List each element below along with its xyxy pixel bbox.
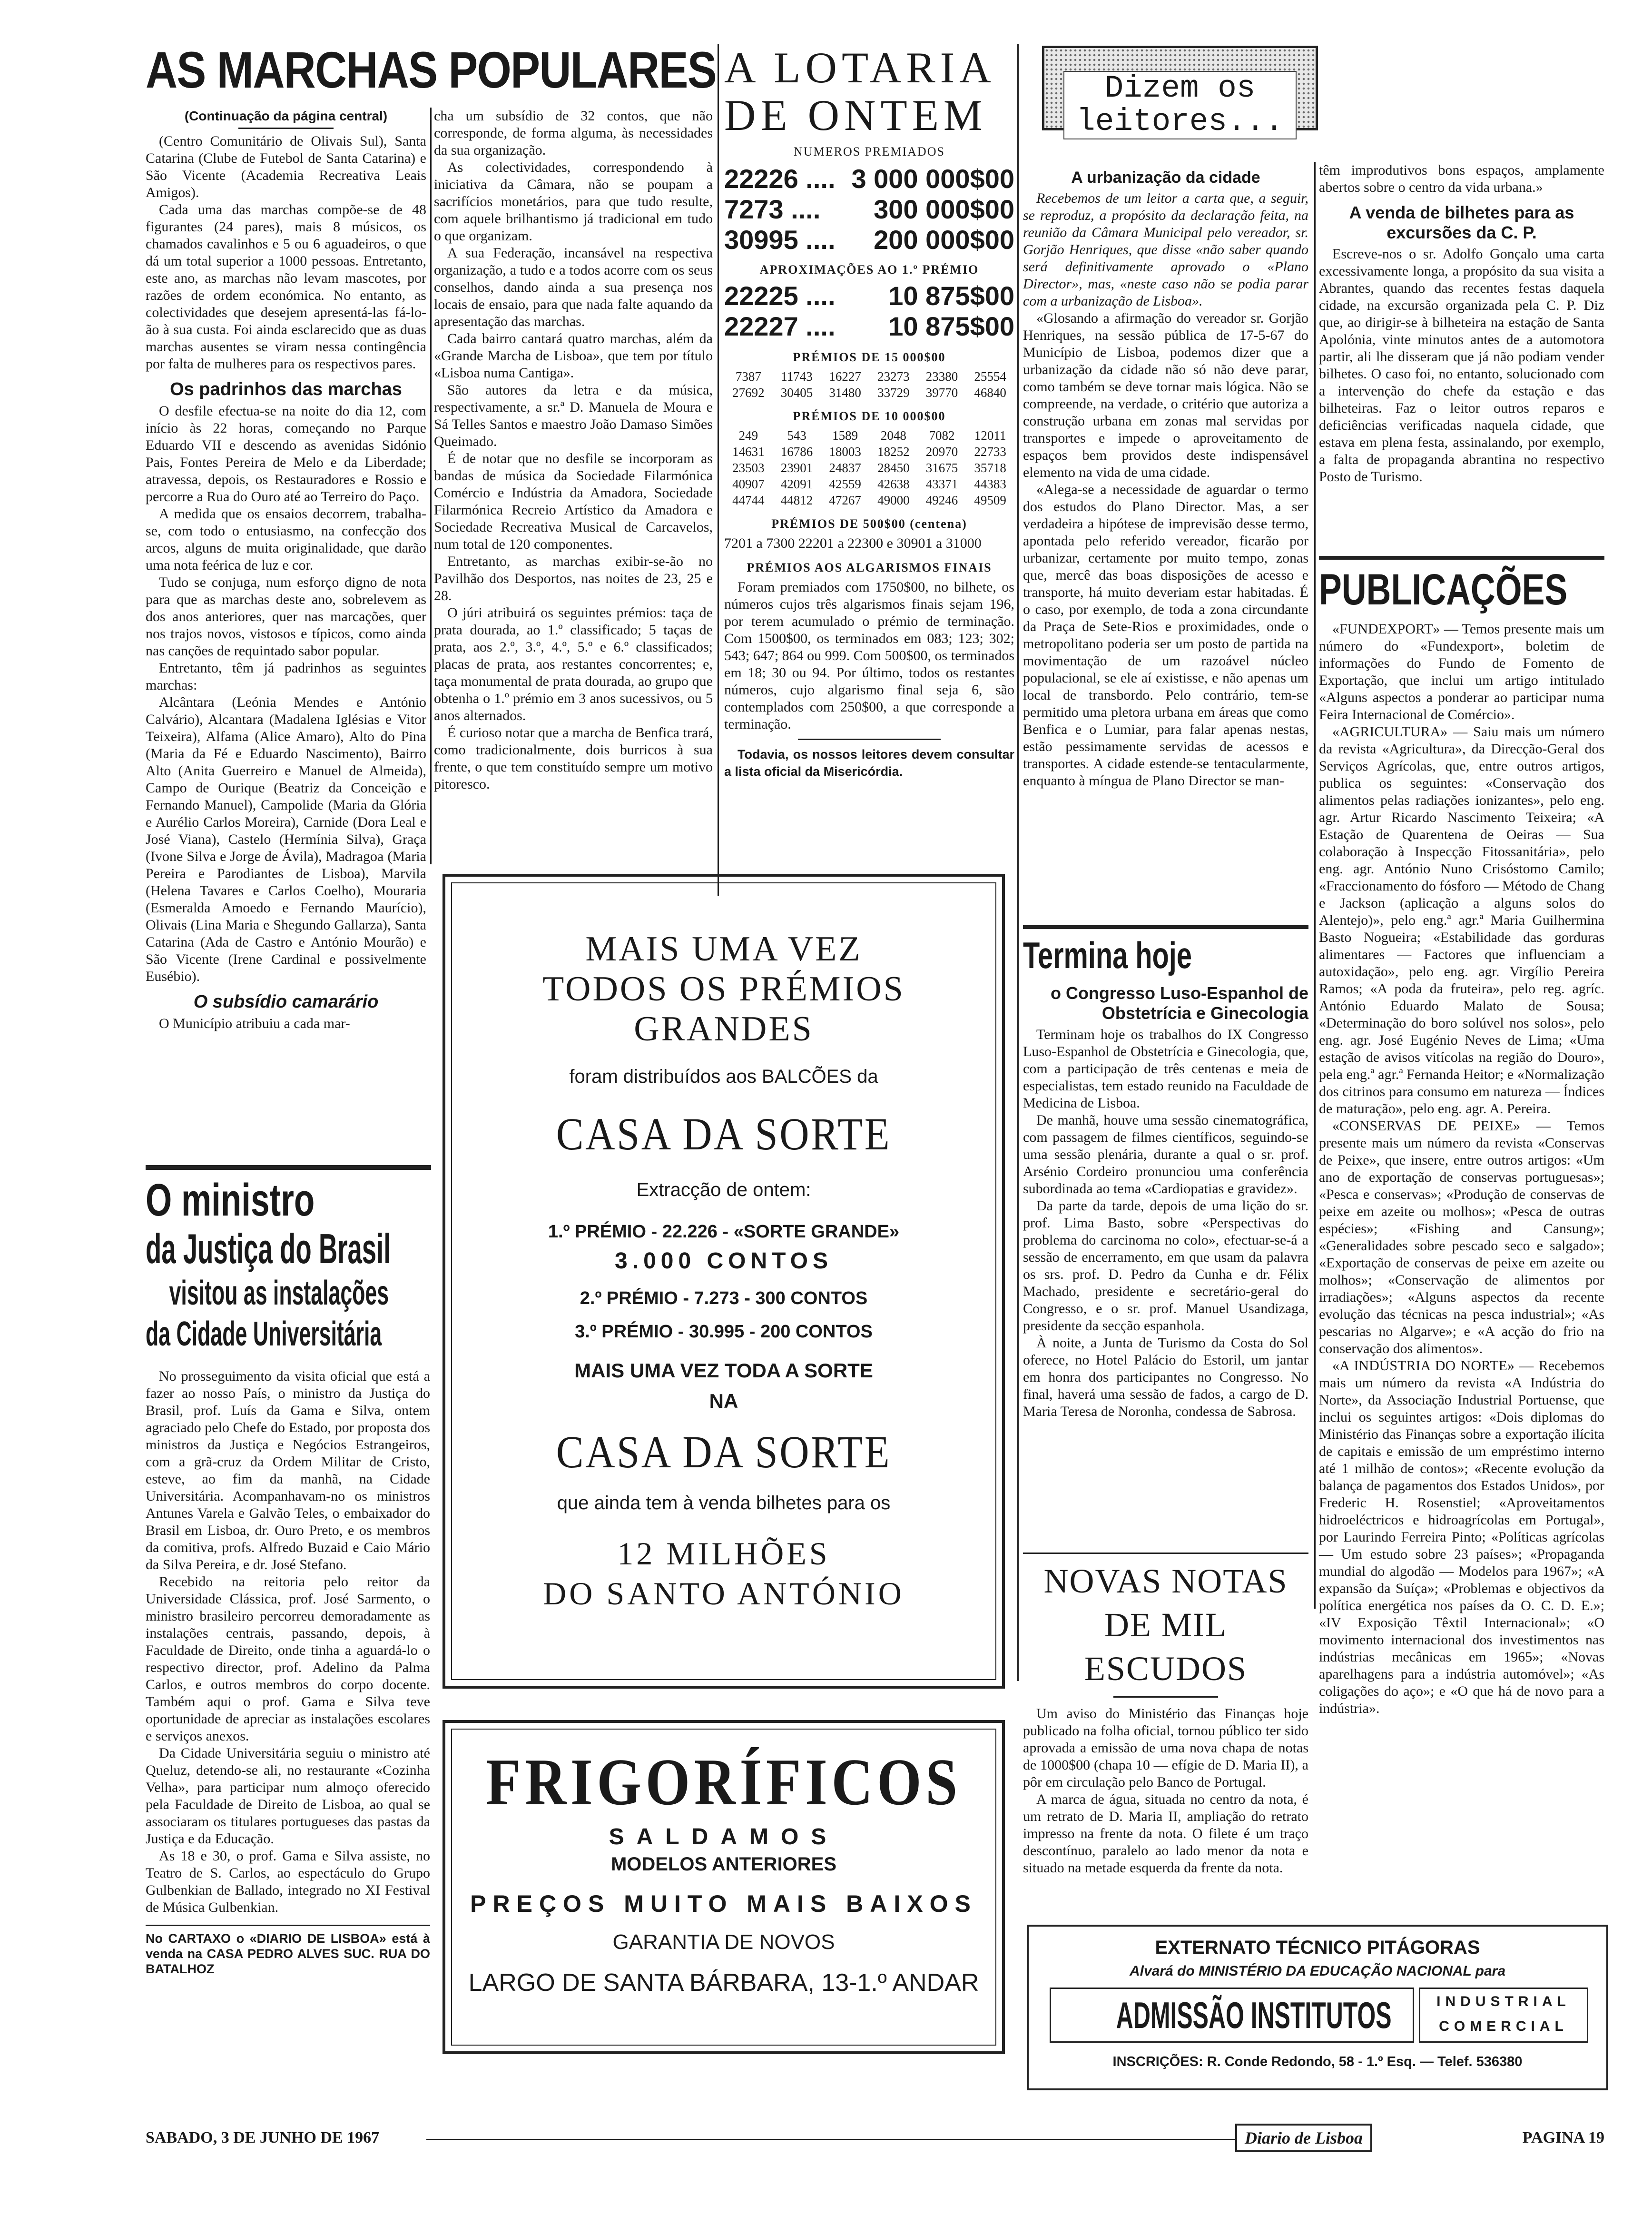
- congresso-p1: Terminam hoje os trabalhos do IX Congresso Luso-Espanhol de Obstetrícia e Ginecologia, que, com a participação de três centenas e meia de especialistas, tem estado reunido na Faculdade de Medicina de Lisboa.: [1023, 1027, 1308, 1111]
- externato-inscricoes: INSCRIÇÕES: R. Conde Redondo, 58 - 1.º Esq. — Telef. 536380: [1112, 2054, 1523, 2069]
- lotaria-aprox-number: 22225 ....: [724, 281, 836, 311]
- lotaria-aprox-number: 22227 ....: [724, 311, 836, 341]
- lotaria-table-15000: [724, 368, 1014, 401]
- lotaria-number-cell: 44383: [974, 477, 1006, 491]
- ministro-p1: No prosseguimento da visita oficial que está a fazer ao nosso País, o ministro da Justiça do Brasil, prof. Luís da Gama e Silva, ontem agraciado pelo Chefe do Estado, por proposta dos ministros da Justiça e Negócios Estrangeiros, com a grã-cruz da Ordem Militar de Cristo, esteve, ao fim da manhã, na Cidade Universitária. Acompanhavam-no os ministros Antunes Varela e Galvão Teles, o embaixador do Brasil em Lisboa, dr. Ouro Preto, e os membros da comitiva, profs. Alfredo Buzaid e Caio Mário da Silva Pereira, e dr. José Stefano.: [146, 1368, 430, 1572]
- divider-ministro-top: [146, 1165, 431, 1170]
- footer-paper: Diario de Lisboa: [1235, 2124, 1372, 2152]
- marchas-continuation: (Continuação da página central): [184, 109, 388, 123]
- lotaria-aprox-row: [724, 311, 1014, 342]
- lotaria-number-cell: 44744: [732, 493, 765, 507]
- publicacoes-title: PUBLICAÇÕES: [1319, 565, 1568, 614]
- marchas-p5: Tudo se conjuga, num esforço digno de nota para que as marchas deste ano, sobrelevem as dos anos anteriores, quer nas marcações, quer nos trajos novos, vistosos e típicos, como ainda nas canções de requintado sabor popular.: [146, 574, 426, 659]
- externato-industrial: INDUSTRIAL: [1436, 1994, 1571, 2009]
- lotaria-prize-value: 300 000$00: [874, 194, 1014, 224]
- lotaria-number-cell: 44812: [780, 493, 813, 507]
- marchas-col1: [146, 108, 426, 1032]
- lotaria-number-cell: 7082: [929, 428, 955, 443]
- leitores-banner: [1042, 46, 1318, 139]
- congresso-title: Termina hoje: [1023, 934, 1192, 976]
- lotaria-h10: PRÉMIOS DE 10 000$00: [793, 409, 946, 423]
- leitores-p2: «Alega-se a necessidade de aguardar o termo dos estudos do Plano Director. Mas, a ser verdadeira a hipótese de imprevisão desse termo, apontada pelo referido vereador, ficarão por urbanizar, certamente por muito tempo, zonas que, mercê das boas disposições de acesso e transporte, há muito deveriam estar habitadas. É o caso, por exemplo, de toda a zona circundante da Praça de Sete-Rios e proximidades, onde o metropolitano poderia ser um posto de partida na movimentação de um razoável núcleo populacional, se ele aí existisse, e não apenas um local de transbordo. Pelo contrário, tem-se permitido uma pletora urbana em áreas que como Benfica e o Lumiar, para falar apenas nestas, estão pessimamente servidas de acessos e transportes. A cidade estende-se tentacularmente, enquanto à míngua de Plano Director se man-: [1023, 482, 1308, 789]
- marchas-c2p7: Entretanto, as marchas exibir-se-ão no Pavilhão dos Desportos, nas noites de 23, 25 e 28.: [434, 554, 713, 603]
- divider-leitores-cols: [1314, 162, 1316, 1609]
- lotaria-number-cell: 543: [787, 428, 806, 443]
- heading-urbanizacao: A urbanização da cidade: [1071, 168, 1260, 187]
- casa-l1: MAIS UMA VEZ: [585, 930, 862, 969]
- congresso-p2: De manhã, houve uma sessão cinematográfica, com passagem de filmes científicos, seguindo-se uma sessão plenária, durante a qual o sr. prof. Arsénio Cordeiro pronunciou uma conferência subordinada ao tema «Cardiopatias e gravidez».: [1023, 1112, 1308, 1197]
- footer-date: SABADO, 3 DE JUNHO DE 1967: [146, 2129, 380, 2146]
- notas-section: [1023, 1559, 1308, 1877]
- divider-publicacoes-top: [1319, 556, 1604, 560]
- externato-admissao-box: [1050, 1988, 1414, 2043]
- notas-p1: Um aviso do Ministério das Finanças hoje publicado na folha oficial, tornou público ter sido aprovada a emissão de uma nova chapa de notas de 1000$00 (chapa 10 — efígie de D. Maria II), a pôr em circulação pelo Banco de Portugal.: [1023, 1706, 1308, 1790]
- divider-notas-top: [1023, 1553, 1308, 1554]
- lotaria-h15: PRÉMIOS DE 15 000$00: [793, 350, 946, 364]
- marchas-c2p8: O júri atribuirá os seguintes prémios: taça de prata dourada, ao 1.º classificado; 5 taças de prata, aos 2.º, 3.º, 4.º, 5.º e 6.º classificados; placas de prata, aos restantes concorrentes; e, taça monumental de prata dourada, ao grupo que obtenha o 1.º prémio em 3 anos sucessivos, ou 5 anos alternados.: [434, 605, 713, 723]
- notas-t1: NOVAS NOTAS: [1043, 1562, 1288, 1600]
- lotaria-prize-number: 22226 ....: [724, 164, 836, 194]
- lotaria-number-cell: 14631: [732, 445, 765, 459]
- lotaria-number-cell: 40907: [732, 477, 765, 491]
- lotaria-number-cell: 23901: [780, 461, 813, 475]
- lotaria-number-cell: 12011: [974, 428, 1006, 443]
- lotaria-number-cell: 49509: [974, 493, 1006, 507]
- lotaria-number-cell: 30405: [780, 386, 813, 400]
- marchas-c2p2: As colectividades, correspondendo à iniciativa da Câmara, não se poupam a sacrifícios monetários, para que tudo resulte, com aquele brilhantismo já tradicional em tudo o que organizam.: [434, 159, 713, 244]
- lotaria-number-cell: 42638: [877, 477, 910, 491]
- lotaria-number-cell: 11743: [781, 369, 813, 384]
- congresso-p3: Da parte da tarde, depois de uma lição do sr. prof. Lima Basto, sobre «Perspectivas do problema do carcinoma no colo», efectuar-se-á a sessão de encerramento, em que usam da palavra os srs. prof. D. Pedro da Cunha e dr. Félix Machado, presidente e secretário-geral do Congresso, e o sr. prof. Manuel Usandizaga, presidente da secção espanhola.: [1023, 1198, 1308, 1334]
- leitores-intro: Recebemos de um leitor a carta que, a seguir, se reproduz, a propósito da declaração feita, na reunião da Câmara Municipal pelo vereador, sr. Gorjão Henriques, que disse «não saber quando será definitivamente aprovado o «Plano Director», mas, «neste caso não se podia parar com a urbanização de Lisboa».: [1023, 190, 1308, 309]
- marchas-p4: A medida que os ensaios decorrem, trabalha-se, com todo o entusiasmo, na confecção dos arcos, alguns de muita originalidade, que darão uma nota feérica de luz e cor.: [146, 506, 426, 573]
- frigo-l3: MODELOS ANTERIORES: [610, 1854, 837, 1875]
- lotaria-aprox-value: 10 875$00: [888, 281, 1014, 311]
- lotaria-number-cell: 33729: [877, 386, 910, 400]
- lotaria-number-cell: 24837: [829, 461, 861, 475]
- lotaria-h500: PRÉMIOS DE 500$00 (centena): [771, 517, 967, 531]
- frigo-l1: FRIGORÍFICOS: [486, 1745, 962, 1819]
- casa-l2: TODOS OS PRÉMIOS: [542, 969, 905, 1009]
- lotaria-prize-row: [724, 225, 1014, 255]
- lotaria-big-prizes: [724, 164, 1014, 255]
- marchas-headline: [146, 41, 716, 99]
- externato-alvara: Alvará do MINISTÉRIO DA EDUCAÇÃO NACIONAL para: [1129, 1963, 1506, 1979]
- lotaria-number-cell: 46840: [974, 386, 1006, 400]
- publicacoes-section: [1319, 564, 1604, 1717]
- casa-l14: que ainda tem à venda bilhetes para os: [557, 1493, 891, 1513]
- lotaria-number-cell: 43371: [925, 477, 958, 491]
- externato-comercial: COMERCIAL: [1439, 2018, 1568, 2034]
- lotaria-hfinais: PRÉMIOS AOS ALGARISMOS FINAIS: [747, 561, 992, 574]
- marchas-p3: O desfile efectua-se na noite do dia 12, com início às 22 horas, começando no Parque Eduardo VII e descendo as avenidas Sidónio Pais, Fontes Pereira de Melo e da Liberdade; atravessa, depois, os Restauradores e Rossio e percorre a Rua do Ouro até ao Terreiro do Paço.: [146, 403, 426, 504]
- lotaria-aprox: APROXIMAÇÕES AO 1.º PRÉMIO: [759, 263, 979, 277]
- footer-page: PAGINA 19: [1516, 2127, 1604, 2148]
- leitores-col1: [1023, 162, 1308, 790]
- lotaria-number-cell: 28450: [877, 461, 910, 475]
- lotaria-number-cell: 42091: [780, 477, 813, 491]
- casa-l12: NA: [709, 1390, 738, 1412]
- congresso-sub: o Congresso Luso-Espanhol de Obstetrícia e Ginecologia: [1050, 983, 1308, 1023]
- lotaria-number-cell: 35718: [974, 461, 1006, 475]
- congresso-section: [1023, 934, 1308, 1420]
- frigorificos-ad: [442, 1720, 1005, 2054]
- lotaria-table-10000: [724, 427, 1014, 508]
- marchas-p2: Cada uma das marchas compõe-se de 48 figurantes (24 pares), mais 8 músicos, os chamados cavalinhos e 5 ou 6 aguadeiros, o que dá um total superior a 1000 pessoas. Entretanto, este ano, as marchas não levam mascotes, por razões de ordem económica. No entanto, as colectividades que desejem apresentá-las fá-lo-ão à sua custa. Foi ainda esclarecido que as duas marchas ausentes se viram nessa contingência por falta de mulheres para os respectivos pares.: [146, 202, 426, 372]
- lotaria-number-cell: 47267: [829, 493, 861, 507]
- divider-congresso-top: [1023, 925, 1308, 929]
- casa-l10: 3.º PRÉMIO - 30.995 - 200 CONTOS: [575, 1322, 873, 1342]
- frigo-l4: PREÇOS MUITO MAIS BAIXOS: [470, 1890, 977, 1917]
- ministro-p3: Da Cidade Universitária seguiu o ministro até Queluz, detendo-se ali, no restaurante «Cozinha Velha», para participar num almoço oferecido pela Faculdade de Direito de Lisboa, ao qual se associaram os titulares portugueses das pastas da Justiça e da Educação.: [146, 1745, 430, 1847]
- lotaria-number-cell: 39770: [925, 386, 958, 400]
- lotaria-number-cell: 16786: [780, 445, 813, 459]
- marchas-c2p3: A sua Federação, incansável na respectiva organização, a tudo e a todos acorre com os seus conselhos, dando ainda a sua presença nos locais de ensaio, para que nada falte aquando da apresentação das marchas.: [434, 245, 713, 329]
- lotaria-number-cell: 18252: [877, 445, 910, 459]
- casa-l4: foram distribuídos aos BALCÕES da: [569, 1066, 878, 1087]
- lotaria-prize-value: 200 000$00: [874, 225, 1014, 255]
- notas-p2: A marca de água, situada no centro da nota, é um retrato de D. Maria II, ampliação do retrato impresso na frente da nota. O filete é um traço descontínuo, paralelo ao lado menor da nota e situado na metade esquerda da frente da nota.: [1023, 1791, 1308, 1876]
- marchas-col2: [434, 108, 713, 793]
- frigo-l2: SALDAMOS: [609, 1824, 839, 1849]
- divider-lotaria-left: [718, 44, 719, 896]
- lotaria-title1: A LOTARIA: [724, 43, 996, 92]
- lotaria-number-cell: 31480: [829, 386, 861, 400]
- lotaria-number-cell: 18003: [829, 445, 861, 459]
- lotaria-prize-value: 3 000 000$00: [851, 164, 1014, 194]
- casa-l9: 2.º PRÉMIO - 7.273 - 300 CONTOS: [580, 1288, 868, 1308]
- casa-l15: 12 MILHÕES: [617, 1535, 830, 1572]
- ministro-l4: da Cidade Universitária: [146, 1315, 382, 1353]
- lotaria-section: [724, 44, 1014, 780]
- casa-da-sorte-ad: [442, 874, 1005, 1689]
- ministro-p4: As 18 e 30, o prof. Gama e Silva assiste, no Teatro de S. Carlos, ao espectáculo do Grupo Gulbenkian de Ballado, integrado no XI Festival de Música Gulbenkian.: [146, 1848, 430, 1915]
- lotaria-prize-row: [724, 194, 1014, 225]
- casa-l13: CASA DA SORTE: [556, 1426, 892, 1477]
- leitores-col2: [1319, 162, 1604, 485]
- divider-leitores: [1017, 44, 1019, 1681]
- casa-l5: CASA DA SORTE: [556, 1108, 892, 1159]
- lotaria-aprox-prizes: [724, 281, 1014, 342]
- lotaria-p500: 7201 a 7300 22201 a 22300 e 30901 a 31000: [724, 535, 982, 551]
- lotaria-number-cell: 1589: [832, 428, 858, 443]
- lotaria-aprox-row: [724, 281, 1014, 311]
- lotaria-numeros: NUMEROS PREMIADOS: [794, 145, 945, 158]
- externato-ad: [1027, 1925, 1608, 2090]
- lotaria-prize-number: 30995 ....: [724, 225, 836, 255]
- casa-l11: MAIS UMA VEZ TODA A SORTE: [574, 1359, 873, 1382]
- marchas-p1: (Centro Comunitário de Olivais Sul), Santa Catarina (Clube de Futebol de Santa Catarina) e São Vicente (Academia Recreativa Leais Amigos).: [146, 133, 426, 200]
- casa-l3: GRANDES: [634, 1009, 814, 1048]
- lotaria-number-cell: 23380: [925, 369, 958, 384]
- publicacoes-p3: «CONSERVAS DE PEIXE» — Temos presente mais um número da revista «Conservas de Peixe», que insere, entre outros artigos: «Um ano de exportação de conservas portuguesas»; «Pesca e conservas»; «Produção de conservas de peixe em azeite ou molhos»; «Pesca de outras espécies»; «Fishing and Cansung»; «Generalidades sobre pescado seco e salgado»; «Exportação de conservas de peixe em azeite ou molhos»; «Conservação de alimentos por irradiações»; «Alguns aspectos da recente evolução das técnicas na pesca industrial»; «As pescarias no Algarve»; e «A acção do frio na conservação dos alimentos».: [1319, 1118, 1604, 1356]
- ministro-l3: visitou as instalações: [169, 1274, 389, 1312]
- externato-name: EXTERNATO TÉCNICO PITÁGORAS: [1155, 1937, 1480, 1958]
- heading-subsidio: O subsídio camarário: [193, 992, 379, 1012]
- ministro-body: [146, 1368, 430, 1977]
- publicacoes-p1: «FUNDEXPORT» — Temos presente mais um número do «Fundexport», boletim de informações do Fundo de Fomento de Exportação, que inclui um artigo intitulado «Alguns aspectos a ponderar ao participar numa Feira Internacional de Comércio».: [1319, 621, 1604, 722]
- lotaria-number-cell: 16227: [829, 369, 861, 384]
- ministro-note: No CARTAXO o «DIARIO DE LISBOA» está à venda na CASA PEDRO ALVES SUC. RUA DO BATALHOZ: [146, 1931, 430, 1976]
- marchas-p7: Alcântara (Leónia Mendes e António Calvário), Alcantara (Madalena Iglésias e Vitor Teixeira), Alfama (Alice Amaro), Alto do Pina (Maria da Fé e Eduardo Nascimento), Bairro Alto (Anita Guerreiro e Manuel de Almeida), Campo de Ourique (Beatriz da Conceição e Fernando Manuel), Campolide (Maria da Glória e Aurélio Carlos Moreira), Carnide (Dora Leal e José Viana), Castelo (Hermínia Silva), Graça (Ivone Silva e Jorge de Ávila), Madragoa (Maria Pereira e Parodiantes de Lisboa), Marvila (Helena Tavares e Carlos Coelho), Mouraria (Esmeralda Amoedo e Fernando Maurício), Olivais (Lina Maria e Shegundo Gallarza), Santa Catarina (Ada de Castro e António Mourão) e São Vicente (Irene Cardinal e possivelmente Eusébio).: [146, 694, 426, 984]
- lotaria-number-cell: 22733: [974, 445, 1006, 459]
- lotaria-number-cell: 49000: [877, 493, 910, 507]
- ministro-p2: Recebido na reitoria pelo reitor da Universidade Clássica, prof. José Sarmento, o ministro brasileiro percorreu demoradamente as instalações centrais, passando, depois, à Faculdade de Direito, onde tinha a aguardá-lo o respectivo director, prof. Adelino da Palma Carlos, e outros membros do corpo docente. Também aqui o prof. Gama e Silva teve oportunidade de apreciar as instalações escolares e serviços anexos.: [146, 1574, 430, 1744]
- casa-l16: DO SANTO ANTÓNIO: [543, 1575, 905, 1612]
- marchas-c2p1: cha um subsídio de 32 contos, que não corresponde, de forma alguma, às necessidades da sua organização.: [434, 108, 713, 158]
- lotaria-title2: DE ONTEM: [724, 91, 987, 139]
- heading-padrinhos: Os padrinhos das marchas: [170, 379, 402, 399]
- marchas-p8: O Município atribuiu a cada mar-: [159, 1016, 350, 1031]
- lotaria-aprox-value: 10 875$00: [888, 311, 1014, 341]
- marchas-c2p5: São autores da letra e da música, respectivamente, a sr.ª D. Manuela de Moura e Sá Telles Santos e maestro João Damaso Simões Queimado.: [434, 382, 713, 449]
- leitores-c2p1: têm improdutivos bons espaços, amplamente abertos sobre o centro da vida urbana.»: [1319, 162, 1604, 195]
- casa-l8: 3.000 CONTOS: [615, 1248, 833, 1274]
- leitores-banner-text: Dizem os leitores...: [1063, 71, 1297, 139]
- externato-ind-box: [1419, 1988, 1588, 2043]
- lotaria-number-cell: 2048: [880, 428, 906, 443]
- externato-admissao: ADMISSÃO INSTITUTOS: [1116, 1994, 1392, 2036]
- marchas-c2p4: Cada bairro cantará quatro marchas, além da «Grande Marcha de Lisboa», que tem por título «Lisboa numa Cantiga».: [434, 331, 713, 381]
- lotaria-number-cell: 7387: [735, 369, 761, 384]
- leitores-p1: «Glosando a afirmação do vereador sr. Gorjão Henriques, na sessão pública de 17-5-67 do Município de Lisboa, podemos dizer que a urbanização da cidade não só não deve parar, como também se deve tornar mais lógica. Não se compreende, na verdade, o critério que autoriza a construção urbana em zonas mal servidas por transportes e impede o aproveitamento de espaços bem providos deste indispensável elemento na vida de uma cidade.: [1023, 310, 1308, 480]
- lotaria-number-cell: 23503: [732, 461, 765, 475]
- publicacoes-p4: «A INDÚSTRIA DO NORTE» — Recebemos mais um número da revista «A Indústria do Norte», da Associação Industrial Portuense, que inclui os seguintes artigos: «Dois diplomas do Ministério das Finanças sobre a exportação ilícita de capitais e emissão de um empréstimo interno até 1 milhão de contos»; «Recente evolução da balança de pagamentos dos Estados Unidos», por Frederic H. Rosenstiel; «Aproveitamentos hidroeléctricos e hidroagrícolas em Portugal», por Laurindo Ferreira Pinto; «Políticas agrícolas — Um estudo sobre 23 países»; «Propaganda mundial do algodão — Modelos para 1967»; «A expansão da Suíça»; «Problemas e objectivos da política energética nos países da O. C. D. E.»; «IV Exposição Têxtil Internacional»; «O movimento internacional dos investimentos nas indústrias mecânicas em 1965»; «Novas aparelhagens para a indústria automóvel»; «As coligações do aço»; e «O que há de novo para a indústria».: [1319, 1358, 1604, 1716]
- lotaria-number-cell: 27692: [732, 386, 765, 400]
- divider-marchas: [430, 108, 432, 864]
- congresso-p4: À noite, a Junta de Turismo da Costa do Sol oferece, no Hotel Palácio do Estoril, um jantar em honra dos participantes no Congresso. No final, haverá uma sessão de fados, a cargo de D. Maria Teresa de Noronha, condessa de Sabrosa.: [1023, 1335, 1308, 1419]
- lotaria-number-cell: 20970: [925, 445, 958, 459]
- leitores-c2p2: Escreve-nos o sr. Adolfo Gonçalo uma carta excessivamente longa, a propósito da sua visita a Abrantes, quando das recentes festas daquela cidade, na excursão organizada pela C. P. Diz que, ao dirigir-se à bilheteira na estação de Santa Apolónia, vinte minutos antes de a automotora partir, ali lhe disseram que já não podiam vender bilhetes. O caso foi, no entanto, solucionado com a intervenção do chefe da estação e das bilheteiras. Faz o leitor outros reparos e deficiências verificadas naquela cidade, que estava em plena festa, assinalando, por exemplo, a falta de propaganda abrantina no respectivo Posto de Turismo.: [1319, 246, 1604, 485]
- lotaria-number-cell: 25554: [974, 369, 1006, 384]
- lotaria-prize-number: 7273 ....: [724, 194, 821, 224]
- frigo-l5: GARANTIA DE NOVOS: [612, 1930, 835, 1954]
- lotaria-number-cell: 31675: [925, 461, 958, 475]
- casa-l6: Extracção de ontem:: [636, 1179, 811, 1200]
- lotaria-number-cell: 23273: [877, 369, 910, 384]
- casa-l7: 1.º PRÉMIO - 22.226 - «SORTE GRANDE»: [548, 1222, 900, 1242]
- footer: [146, 2124, 1604, 2152]
- publicacoes-p2: «AGRICULTURA» — Saiu mais um número da revista «Agricultura», da Direcção-Geral dos Serviços Agrícolas, que, entre outros artigos, publica os seguintes: «Conservação dos alimentos pelas radiações ionizantes», pelo eng. agr. Artur Ricardo Nascimento Teixeira; «A Estação de Quarentena de Oeiras — Sua colaboração à Inspecção Fitossanitária», pelo eng. agr. António Nuno Crisóstomo Camilo; «Fraccionamento do fósforo — Método de Chang e Jackson (aplicação a alguns solos do Alentejo)», pelo eng.ª agr.ª Maria Guilhermina Basto Nogueira; «Estabilidade das gorduras alimentares — Factores que influenciam a autoxidação», pelo eng. agr. Virgílio Pereira Ramos; «A poda da fruteira», pelo reg. agríc. António Eduardo Malato de Sousa; «Determinação do boro solúvel nos solos», pelo eng. agr. José Eugénio Neves de Lima; «Uma estação de avisos vitícolas na região do Douro», pela eng.ª agr.ª Fernanda Heitor; e «Normalização dos citrinos para consumo em natureza — Índices de maturação», pelo eng. agr. A. Pereira.: [1319, 724, 1604, 1117]
- lotaria-aviso: Todavia, os nossos leitores devem consultar a lista oficial da Misericórdia.: [724, 747, 1014, 779]
- ministro-headline: [146, 1176, 431, 1355]
- frigo-l6: LARGO DE SANTA BÁRBARA, 13-1.º ANDAR: [468, 1969, 979, 1997]
- heading-bilhetes: A venda de bilhetes para as excursões da C. P.: [1349, 203, 1574, 242]
- lotaria-prize-row: [724, 164, 1014, 194]
- marchas-c2p6: É de notar que no desfile se incorporam as bandas de música da Sociedade Filarmónica Comércio e Indústria da Amadora, Sociedade Filarmónica Recreio Artístico da Amadora e Sociedade Recreativa Musical de Carcavelos, num total de 120 componentes.: [434, 451, 713, 552]
- marchas-p6: Entretanto, têm já padrinhos as seguintes marchas:: [146, 660, 426, 693]
- ministro-l2: da Justiça do Brasil: [146, 1225, 391, 1272]
- lotaria-pfinais: Foram premiados com 1750$00, no bilhete, os números cujos três algarismos finais sejam 196, por terem acumulado o prémio de terminação. Com 1500$00, os terminados em 083; 123; 302; 543; 647; 864 ou 999. Com 500$00, os terminados em 18; 30 ou 94. Por último, todos os restantes números, cujo algarismo final seja 6, são contemplados com 250$00, a que corresponde a terminação.: [724, 579, 1014, 732]
- marchas-c2p9: É curioso notar que a marcha de Benfica trará, como tradicionalmente, dois burricos à sua frente, o que tem constituído sempre um motivo pitoresco.: [434, 725, 713, 792]
- lotaria-number-cell: 49246: [925, 493, 958, 507]
- ministro-l1: O ministro: [146, 1175, 315, 1226]
- marchas-title: AS MARCHAS POPULARES: [146, 41, 716, 99]
- lotaria-number-cell: 42559: [829, 477, 861, 491]
- notas-t2: DE MIL ESCUDOS: [1084, 1606, 1248, 1688]
- lotaria-number-cell: 249: [738, 428, 758, 443]
